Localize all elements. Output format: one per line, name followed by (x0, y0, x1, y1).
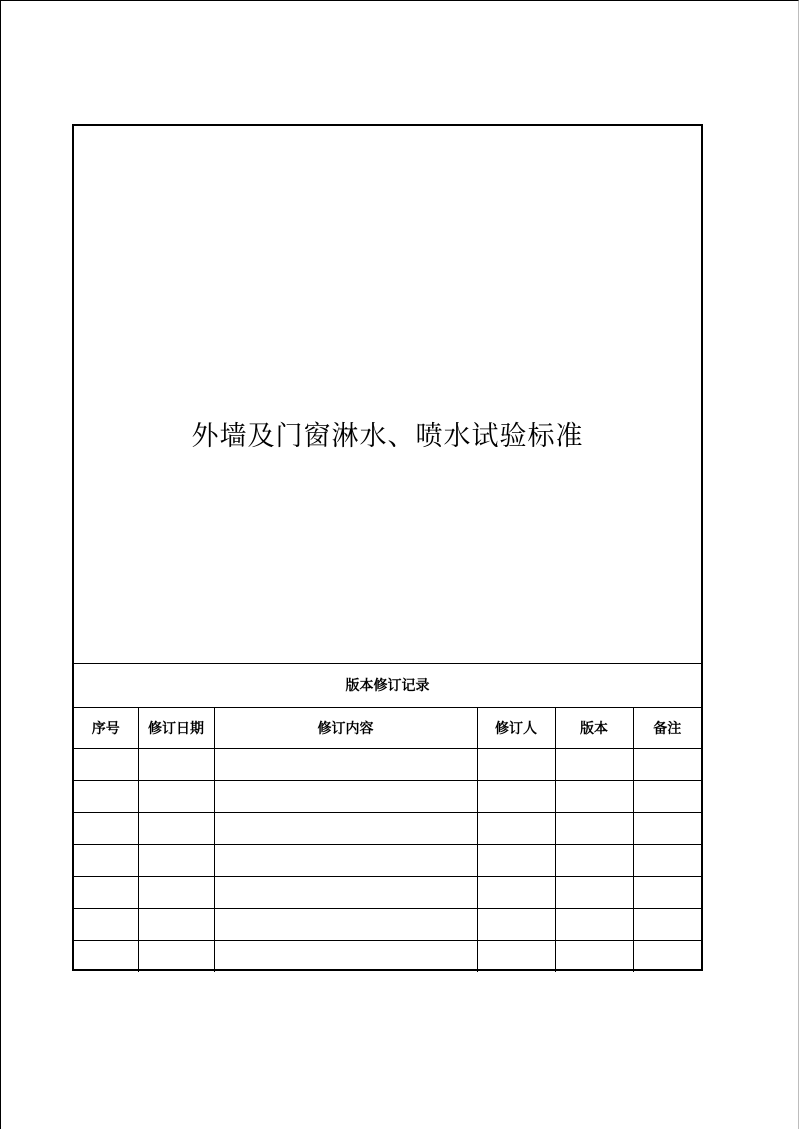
revision-record-heading: 版本修订记录 (74, 664, 701, 708)
table-cell (138, 813, 214, 845)
table-cell (477, 941, 555, 973)
column-header-reviser: 修订人 (477, 708, 555, 749)
column-header-version: 版本 (555, 708, 633, 749)
table-cell (138, 941, 214, 973)
table-cell (74, 813, 138, 845)
table-cell (74, 749, 138, 781)
table-row (74, 941, 701, 973)
table-cell (74, 941, 138, 973)
table-cell (138, 909, 214, 941)
table-cell (74, 845, 138, 877)
table-cell (555, 749, 633, 781)
table-cell (214, 749, 477, 781)
table-row (74, 749, 701, 781)
document-title: 外墙及门窗淋水、喷水试验标准 (191, 421, 584, 452)
table-cell (477, 877, 555, 909)
table-row (74, 781, 701, 813)
table-cell (214, 941, 477, 973)
table-cell (633, 781, 701, 813)
table-cell (633, 749, 701, 781)
column-header-remarks: 备注 (633, 708, 701, 749)
table-row (74, 909, 701, 941)
table-cell (633, 845, 701, 877)
table-cell (555, 813, 633, 845)
table-cell (138, 781, 214, 813)
cover-frame (72, 124, 703, 971)
table-cell (555, 877, 633, 909)
table-cell (74, 877, 138, 909)
table-cell (214, 909, 477, 941)
table-cell (74, 909, 138, 941)
table-cell (633, 941, 701, 973)
table-cell (555, 909, 633, 941)
table-cell (477, 813, 555, 845)
column-header-revision-content: 修订内容 (214, 708, 477, 749)
table-cell (633, 813, 701, 845)
table-cell (633, 877, 701, 909)
table-cell (214, 813, 477, 845)
table-row (74, 813, 701, 845)
column-header-serial: 序号 (74, 708, 138, 749)
table-cell (214, 781, 477, 813)
table-cell (138, 749, 214, 781)
table-cell (138, 845, 214, 877)
table-cell (633, 909, 701, 941)
table-cell (477, 845, 555, 877)
table-cell (477, 781, 555, 813)
column-header-revision-date: 修订日期 (138, 708, 214, 749)
table-row (74, 877, 701, 909)
table-cell (555, 781, 633, 813)
table-cell (214, 845, 477, 877)
table-cell (555, 941, 633, 973)
revision-table (74, 708, 701, 972)
table-row (74, 845, 701, 877)
table-cell (477, 909, 555, 941)
table-cell (214, 877, 477, 909)
title-area (74, 126, 701, 664)
table-cell (74, 781, 138, 813)
revision-table-header-row (74, 708, 701, 749)
table-cell (555, 845, 633, 877)
table-cell (477, 749, 555, 781)
table-cell (138, 877, 214, 909)
